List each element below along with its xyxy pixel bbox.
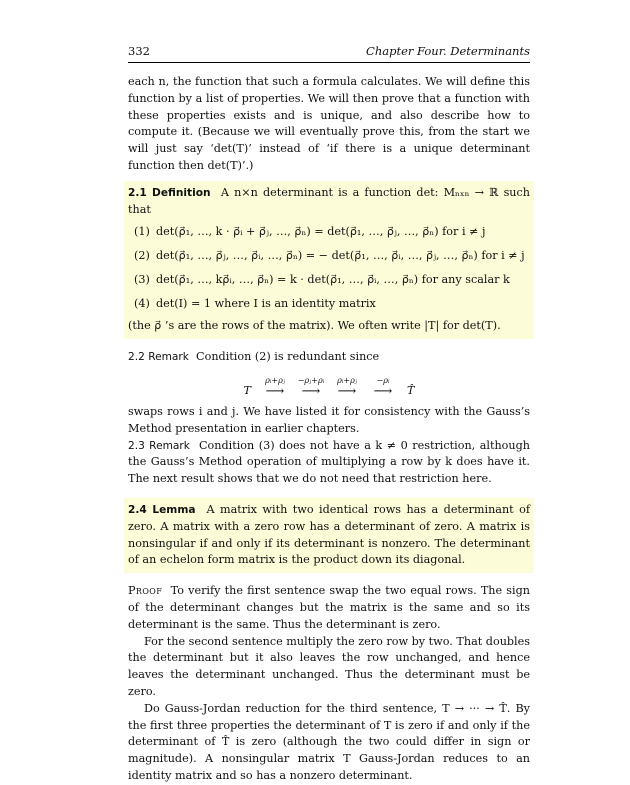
condition-formula: det(ρ⃗₁, …, ρ⃗ⱼ, …, ρ⃗ᵢ, …, ρ⃗ₙ) = − det(ρ⃗₁, …, ρ⃗ᵢ, …, ρ⃗ⱼ, …, ρ⃗ₙ) for i ≠ j xyxy=(156,249,525,263)
proof-paragraph-3: Do Gauss-Jordan reduction for the third sentence, T → ··· → T̂. By the first three properties the determinant of T is zero if and only if the determinant of T̂ is zero (although the two could differ in sign or magnitude). A nonsingular matrix T Gauss-Jordan reduces to an identity matrix and so has a nonzero determinant. xyxy=(128,701,530,782)
condition-2 xyxy=(134,246,530,266)
right-arrow-icon: ⟶ xyxy=(337,383,357,399)
definition-lead xyxy=(128,185,530,219)
right-arrow-icon: ⟶ xyxy=(301,383,321,399)
row-op-label: ρᵢ+ρⱼ xyxy=(337,375,357,385)
proof-text: To verify the first sentence swap the two equal rows. The sign of the determinant changes but the matrix is the same and so its determinant is the same. Thus the determinant is zero. xyxy=(128,584,530,631)
row-op-label: −ρᵢ xyxy=(376,375,390,385)
lemma-paragraph xyxy=(128,502,530,569)
proof-paragraph-1 xyxy=(128,583,530,633)
lemma-box xyxy=(124,498,534,573)
chain-arrow xyxy=(367,376,399,398)
condition-number: (3) xyxy=(134,273,150,287)
row-op-label: −ρⱼ+ρᵢ xyxy=(297,375,325,385)
chain-arrow xyxy=(331,376,363,398)
matrix-T: T xyxy=(243,383,251,397)
definition-box xyxy=(124,181,534,339)
remark-2-2 xyxy=(128,349,530,366)
proof-paragraph-2: For the second sentence multiply the zero row by two. That doubles the determinant but it also leaves the row unchanged, and hence leaves the determinant unchanged. Thus the determinant must be zero. xyxy=(128,634,530,698)
page-number: 332 xyxy=(128,44,150,58)
condition-3 xyxy=(134,270,530,290)
condition-number: (1) xyxy=(134,225,150,239)
proof-label: Proof xyxy=(128,584,163,598)
remark-2-3 xyxy=(128,438,530,488)
page-body xyxy=(128,74,530,785)
intro-paragraph: each n, the function that such a formula calculates. We will define this function by a list of properties. We will then prove that a function with these properties exists and is unique, and also describe how to compute it. (Because we will eventually prove this, from the start we will just say ‘det(T)’ instead of ‘if there is a unique determinant function then det(T)’.) xyxy=(128,75,530,172)
remark-text: Condition (3) does not have a k ≠ 0 restriction, although the Gauss’s Method operation of multiplying a row by k does have it. The next result shows that we do not need that restriction here. xyxy=(128,438,530,486)
right-arrow-icon: ⟶ xyxy=(373,383,393,399)
remark-2-2-continuation: swaps rows i and j. We have listed it for consistency with the Gauss’s Method presentation in earlier chapters. xyxy=(128,404,530,435)
definition-label: 2.1 Definition xyxy=(128,186,211,199)
definition-text: A n×n determinant is a function det: Mₙₓₙ → ℝ such that xyxy=(128,185,530,216)
chain-arrow xyxy=(295,376,327,398)
row-op-label: ρᵢ+ρⱼ xyxy=(265,375,285,385)
condition-4 xyxy=(134,294,530,314)
condition-number: (4) xyxy=(134,297,150,311)
matrix-T-hat: T̂ xyxy=(407,383,415,397)
row-operation-chain xyxy=(128,370,530,398)
chapter-title: Chapter Four. Determinants xyxy=(366,44,530,58)
remark-text: Condition (2) is redundant since xyxy=(196,350,380,364)
remark-label: 2.3 Remark xyxy=(128,439,190,452)
remark-label: 2.2 Remark xyxy=(128,351,189,364)
condition-number: (2) xyxy=(134,249,150,263)
lemma-text: A matrix with two identical rows has a determinant of zero. A matrix with a zero row has a determinant of zero. A matrix is nonsingular if and only if its determinant is nonzero. The determinant of an echelon form matrix is the product down its diagonal. xyxy=(128,502,530,567)
running-header xyxy=(128,44,530,58)
condition-formula: det(I) = 1 where I is an identity matrix xyxy=(156,297,376,311)
definition-closing: (the ρ⃗ ’s are the rows of the matrix). We often write |T| for det(T). xyxy=(128,319,501,333)
condition-formula: det(ρ⃗₁, …, k · ρ⃗ᵢ + ρ⃗ⱼ, …, ρ⃗ₙ) = det(ρ⃗₁, …, ρ⃗ⱼ, …, ρ⃗ₙ) for i ≠ j xyxy=(156,225,486,239)
header-rule xyxy=(128,62,530,63)
chain-arrow xyxy=(259,376,291,398)
condition-1 xyxy=(134,222,530,242)
condition-formula: det(ρ⃗₁, …, kρ⃗ᵢ, …, ρ⃗ₙ) = k · det(ρ⃗₁, …, ρ⃗ᵢ, …, ρ⃗ₙ) for any scalar k xyxy=(156,273,510,287)
right-arrow-icon: ⟶ xyxy=(265,383,285,399)
lemma-label: 2.4 Lemma xyxy=(128,503,196,516)
